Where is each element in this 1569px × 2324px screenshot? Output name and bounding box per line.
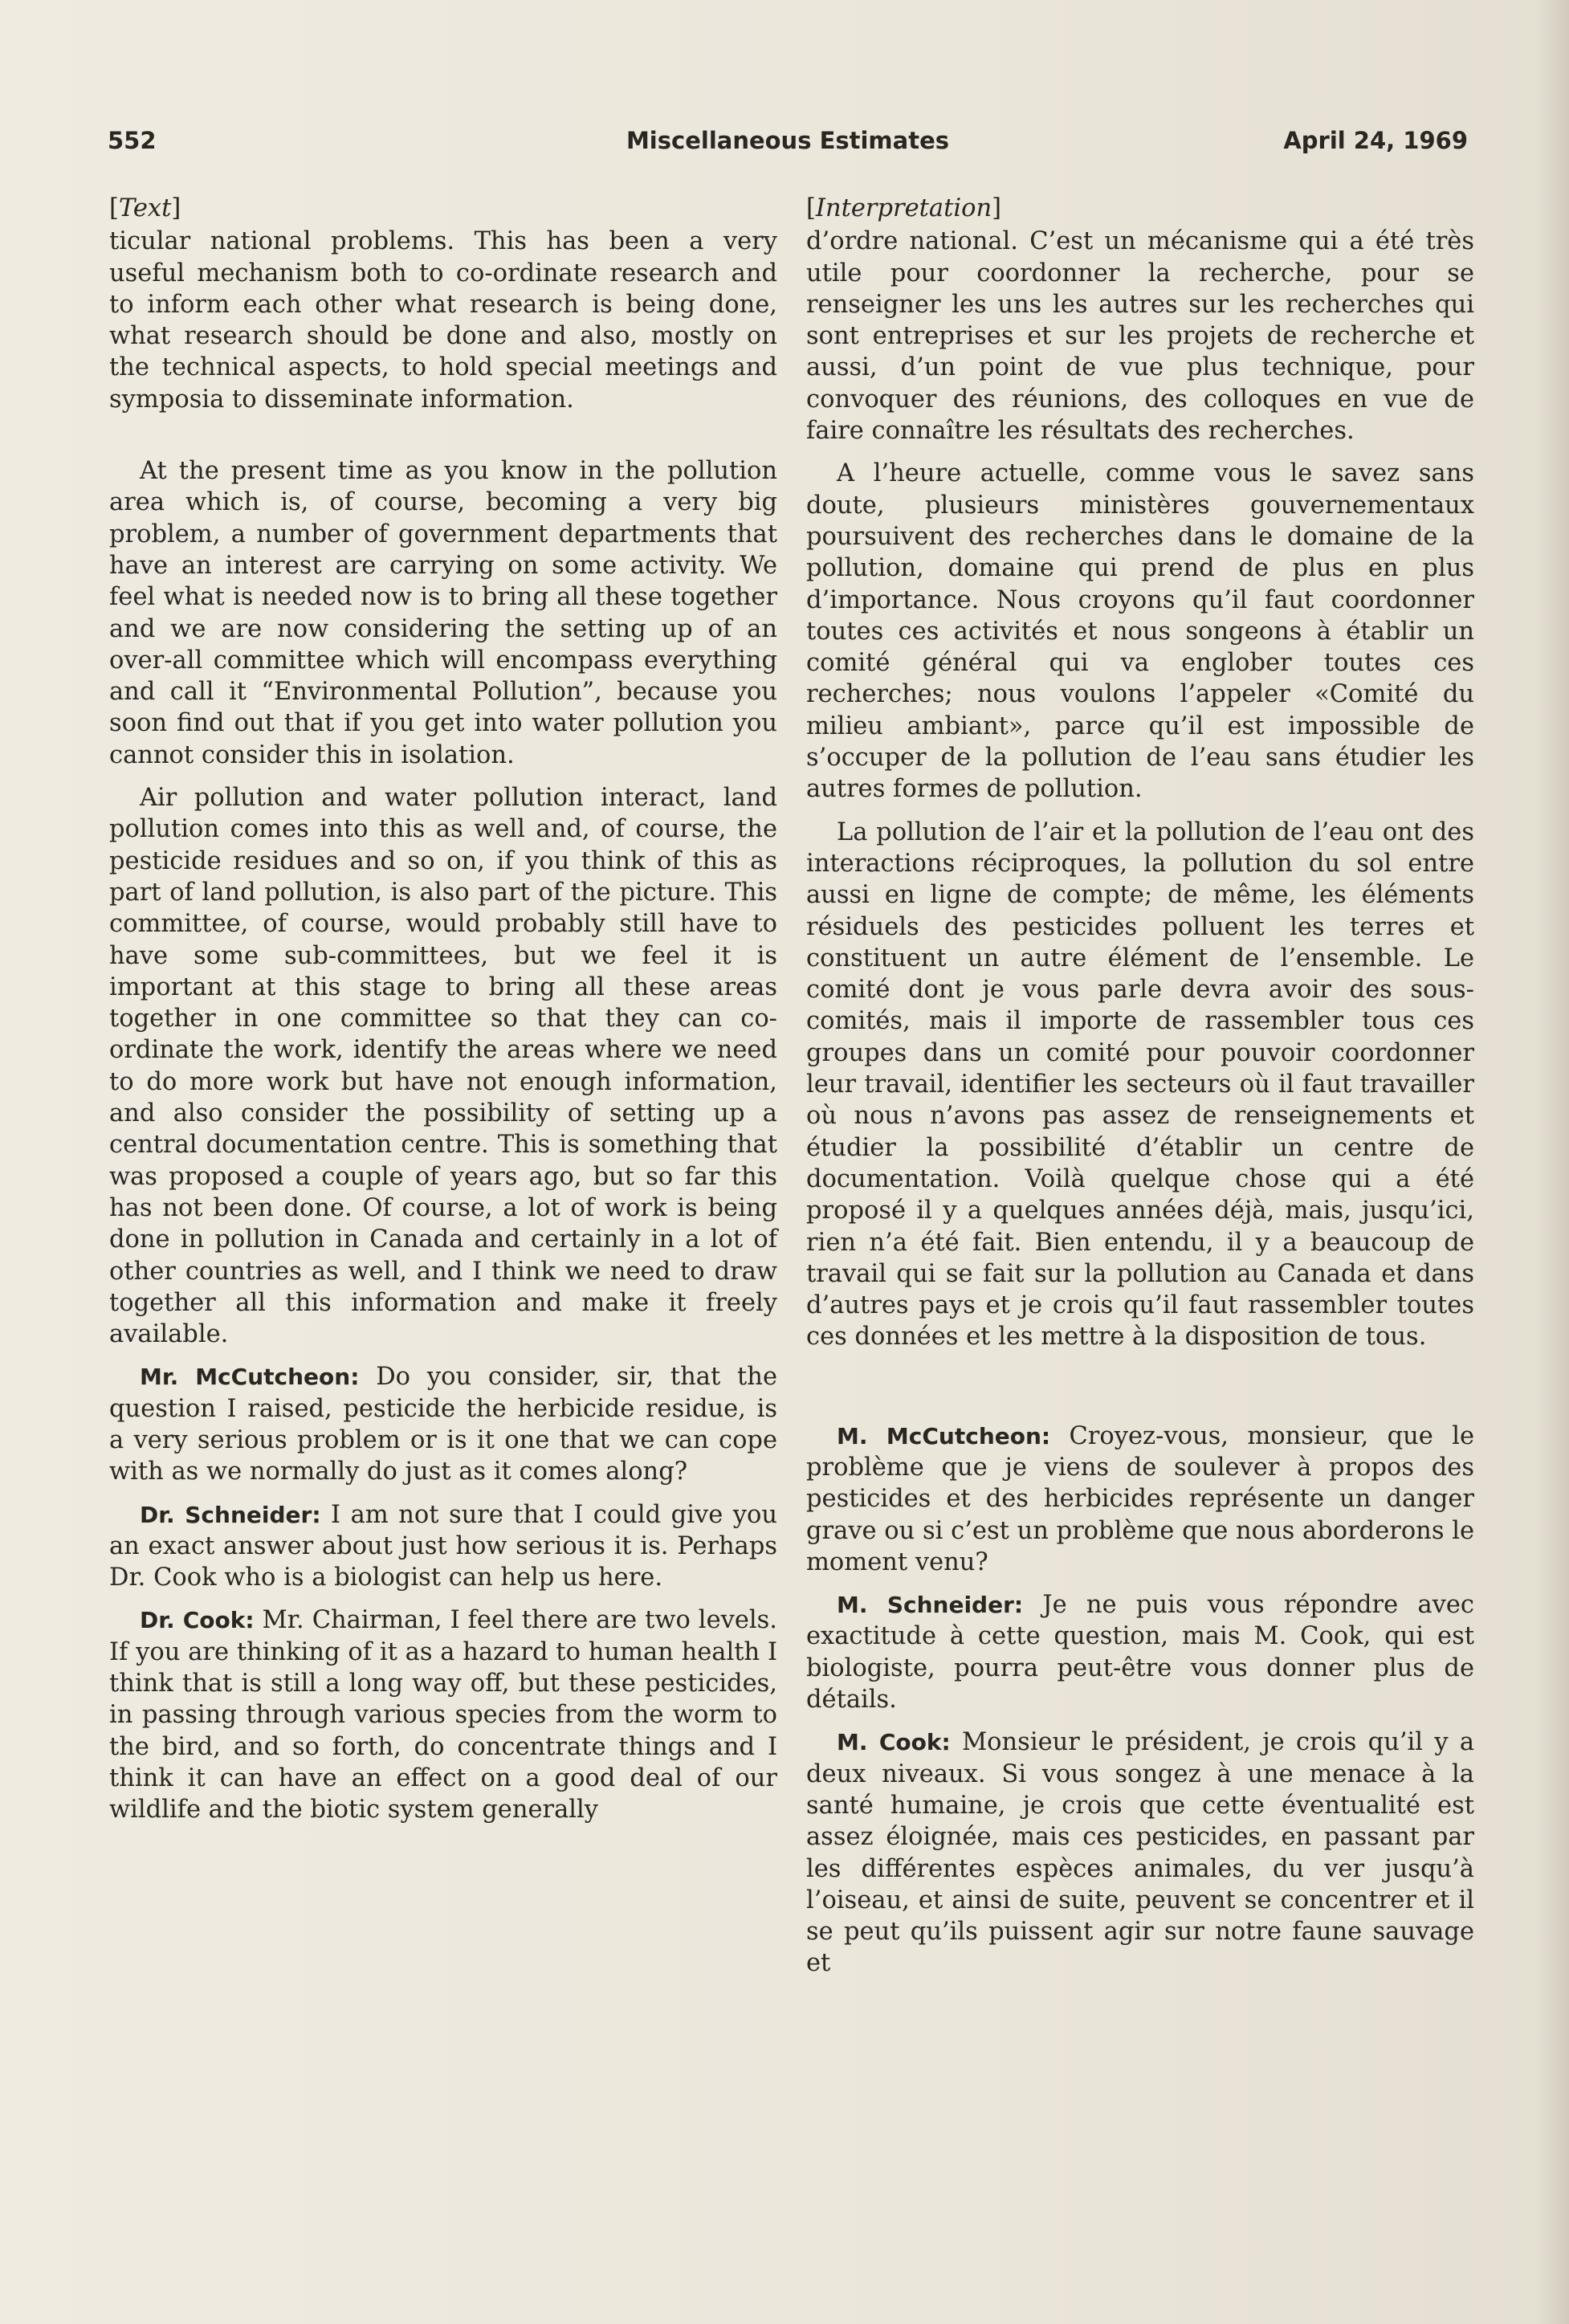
speech-text: I am not sure that I could give you an exact answer about just how serious it is. Perhaps Dr. Cook who is a biologist can help us here. bbox=[109, 1500, 777, 1592]
speech-text: Do you consider, sir, that the question I raised, pesticide the herbicide residue, is a very serious problem or is it one that we can cope with as we normally do just as it comes along? bbox=[109, 1363, 777, 1486]
binding-shadow bbox=[1537, 0, 1569, 2324]
french-column bbox=[806, 193, 1474, 1979]
paragraph: ticular national problems. This has been a very useful mechanism both to co-ordinate research and to inform each other what research is being done, what research should be done and also, mostly on the technical aspects, to hold special meetings and symposia to disseminate information. bbox=[109, 227, 777, 414]
speaker-name: M. Schneider: bbox=[837, 1592, 1024, 1619]
page-header bbox=[108, 127, 1468, 162]
speaker-name: Dr. Schneider: bbox=[140, 1501, 321, 1528]
speaker-paragraph bbox=[806, 1421, 1474, 1578]
page-number: 552 bbox=[108, 127, 157, 154]
column-label bbox=[109, 193, 777, 224]
speaker-paragraph bbox=[806, 1727, 1474, 1979]
speech-text: Monsieur le président, je crois qu’il y a deux niveaux. Si vous songez à une menace à la santé humaine, je crois que cette éventualité est assez éloignée, mais ces pesticides, en passant par les différentes espèces animales, du ver jusqu’à l’oiseau, et ainsi de suite, peuvent se concentrer et il se peut qu’ils puissent agir sur notre faune sauvage et bbox=[806, 1728, 1475, 1978]
paragraph: A l’heure actuelle, comme vous le savez sans doute, plusieurs ministères gouvernementaux poursuivent des recherches dans le domaine de la pollution, domaine qui prend de plus en plus d’importance. Nous croyons qu’il faut coordonner toutes ces activités et nous songeons à établir un comité général qui va englober toutes ces recherches; nous voulons l’appeler «Comité du milieu ambiant», parce qu’il est impossible de s’occuper de la pollution de l’eau sans étudier les autres formes de pollution. bbox=[806, 459, 1474, 804]
label-bracket: ] bbox=[992, 194, 1002, 222]
speaker-paragraph bbox=[109, 1361, 777, 1487]
label-bracket: ] bbox=[171, 194, 181, 222]
speech-text: Croyez-vous, monsieur, que le problème que je viens de soulever à propos des pesticides et des herbicides représente un danger grave ou si c’est un problème que nous aborderons le moment venu? bbox=[806, 1421, 1474, 1576]
label-bracket: [ bbox=[806, 194, 816, 222]
paragraph: At the present time as you know in the pollution area which is, of course, becoming a very big problem, a number of government departments that have an interest are carrying on some activity. We feel what is needed now is to bring all these together and we are now considering the setting up of an over-all committee which will encompass everything and call it “Environmental Pollution”, because you soon find out that if you get into water pollution you cannot consider this in isolation. bbox=[109, 457, 777, 769]
label-text: Interpretation bbox=[815, 194, 992, 222]
speaker-name: M. Cook: bbox=[837, 1729, 951, 1756]
header-date: April 24, 1969 bbox=[1283, 127, 1468, 154]
paragraph: La pollution de l’air et la pollution de l’eau ont des interactions réciproques, la pollution du sol entre aussi en ligne de compte; de même, les éléments résiduels des pesticides polluent les terres et constituent un autre élément de l’ensemble. Le comité dont je vous parle devra avoir des sous-comités, mais il importe de rassembler tous ces groupes dans un comité pour pouvoir coordonner leur travail, identifier les secteurs où il faut travailler où nous n’avons pas assez de renseignements et étudier la possibilité d’établir un centre de documentation. Voilà quelque chose qui a été proposé il y a quelques années déjà, mais, jusqu’ici, rien n’a été fait. Bien entendu, il y a beaucoup de travail qui se fait sur la pollution au Canada et dans d’autres pays et je crois qu’il faut rassembler toutes ces données et les mettre à la disposition de tous. bbox=[806, 817, 1474, 1352]
speaker-paragraph bbox=[806, 1589, 1474, 1715]
speaker-name: M. McCutcheon: bbox=[837, 1422, 1051, 1449]
speech-text: Je ne puis vous répondre avec exactitude à cette question, mais M. Cook, qui est biologiste, pourra peut-être vous donner plus de détails. bbox=[806, 1591, 1474, 1714]
paragraph: d’ordre national. C’est un mécanisme qui a été très utile pour coordonner la recherche, pour se renseigner les uns les autres sur les recherches qui sont entreprises et sur les projets de recherche et aussi, d’un point de vue plus technique, pour convoquer des réunions, des colloques en vue de faire connaître les résultats des recherches. bbox=[806, 227, 1474, 446]
paragraph: Air pollution and water pollution interact, land pollution comes into this as well and, of course, the pesticide residues and so on, if you think of this as part of land pollution, is also part of the picture. This committee, of course, would probably still have to have some sub-committees, but we feel it is important at this stage to bring all these areas together in one committee so that they can co-ordinate the work, identify the areas where we need to do more work but have not enough information, and also consider the possibility of setting up a central documentation centre. This is something that was proposed a couple of years ago, but so far this has not been done. Of course, a lot of work is being done in pollution in Canada and certainly in a lot of other countries as well, and I think we need to draw together all this information and make it freely available. bbox=[109, 784, 777, 1349]
speaker-name: Mr. McCutcheon: bbox=[140, 1364, 360, 1391]
english-column bbox=[109, 193, 777, 1826]
section-title: Miscellaneous Estimates bbox=[626, 127, 950, 154]
speech-text: Mr. Chairman, I feel there are two levels. If you are thinking of it as a hazard to human health I think that is still a long way off, but these pesticides, in passing through various species from the worm to the bird, and so forth, do concentrate things and I think it can have an effect on a good deal of our wildlife and the biotic system generally bbox=[109, 1606, 777, 1825]
column-label bbox=[806, 193, 1474, 224]
speaker-name: Dr. Cook: bbox=[140, 1607, 255, 1634]
label-bracket: [ bbox=[109, 194, 119, 222]
label-text: Text bbox=[118, 194, 172, 222]
speaker-paragraph bbox=[109, 1604, 777, 1825]
speaker-paragraph bbox=[109, 1499, 777, 1594]
